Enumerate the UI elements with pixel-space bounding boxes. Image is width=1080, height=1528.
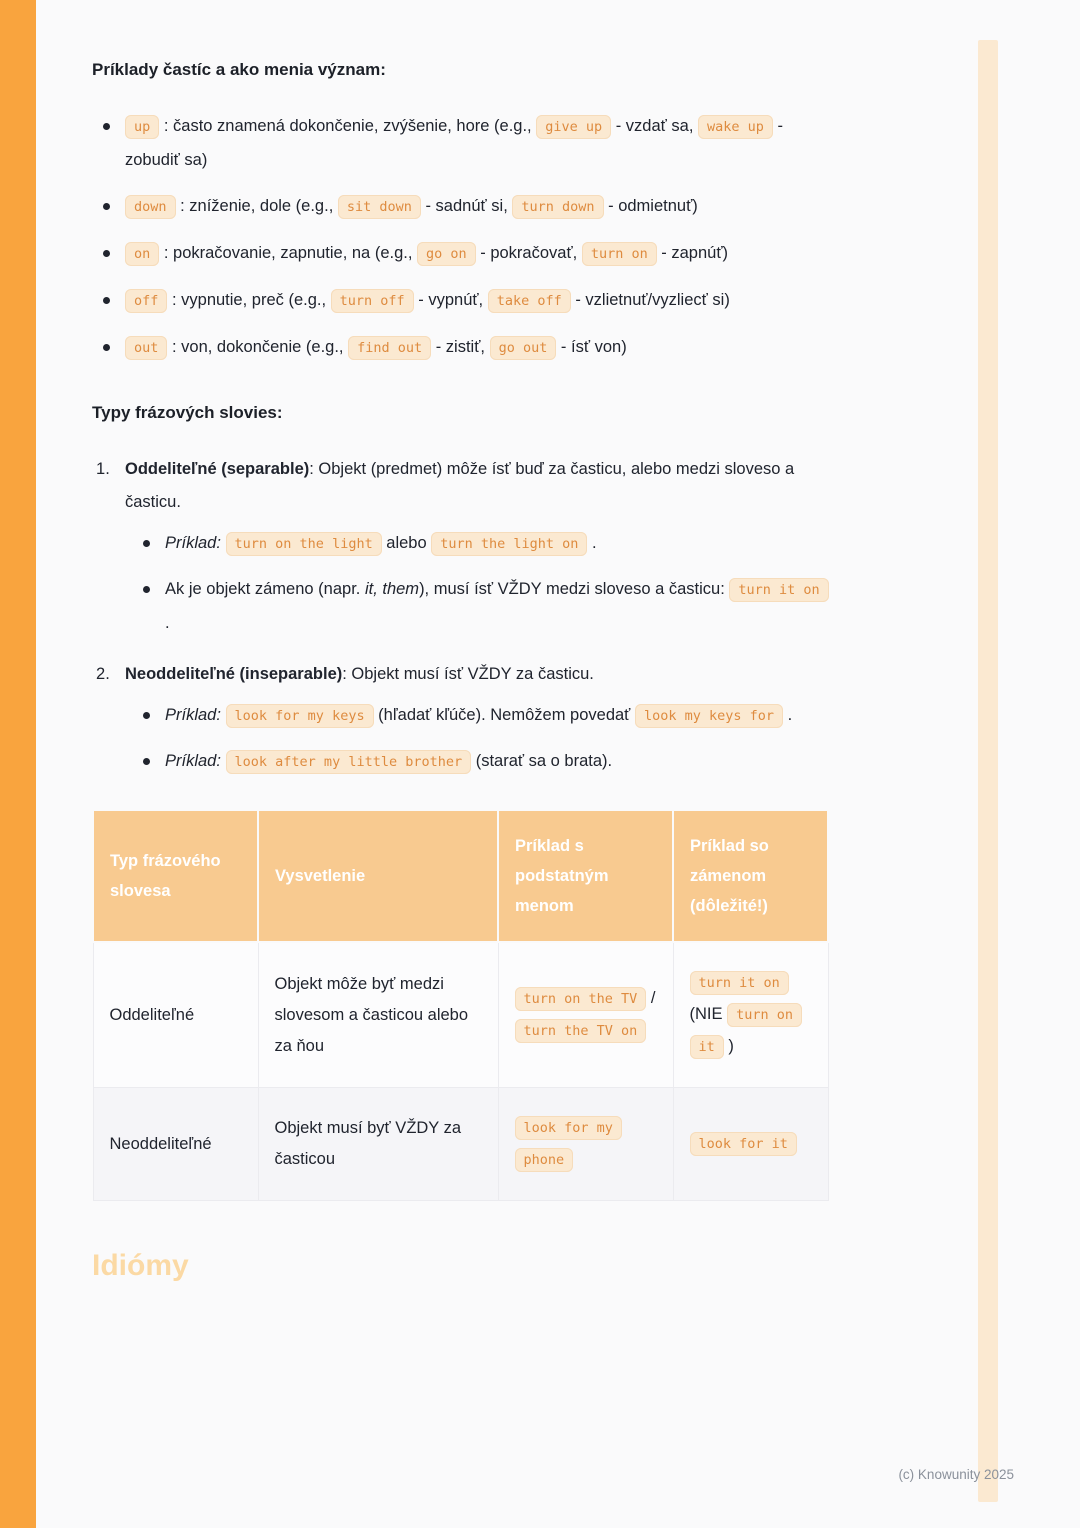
text-segment: ) [723,1037,734,1055]
phrasal-verbs-table [92,809,829,1201]
table-cell-text [110,1006,195,1024]
text-segment: - sadnúť si, [420,197,513,215]
text-segment: - pokračovať, [475,244,582,262]
table-cell-text [515,1118,622,1168]
code-chip: turn down [512,195,603,219]
code-chip: wake up [698,115,773,139]
table-cell-text [690,1134,797,1152]
code-chip: turn on it [690,1003,803,1059]
sub-item-text [165,752,612,770]
code-chip: down [125,195,176,219]
text-segment: . [587,534,597,552]
text-segment: - zobudiť sa) [125,117,784,169]
code-chip: turn it on [690,971,789,995]
text-segment: : von, dokončenie (e.g., [167,338,349,356]
table-cell [258,942,498,1088]
text-segment: Ak je objekt zámeno (napr. [165,580,365,598]
footer-credit: (c) Knowunity 2025 [898,1467,1014,1482]
particles-heading: Príklady častíc a ako menia význam: [92,60,386,79]
text-segment: (hľadať kľúče). Nemôžem povedať [373,706,635,724]
text-segment [221,706,226,724]
text-segment: (starať sa o brata). [471,752,613,770]
code-chip: turn on the TV [515,987,647,1011]
code-chip: go out [490,336,557,360]
table-header-cell: Príklad so zámenom (dôležité!) [673,810,828,942]
code-chip: look for my keys [226,704,374,728]
sub-list [135,699,829,779]
text-segment: - vypnúť, [413,291,488,309]
code-chip: on [125,242,159,266]
types-list [92,453,829,779]
table-cell-text [690,973,803,1055]
bold-segment: Oddeliteľné (separable) [125,460,310,478]
sub-item-text [165,534,597,552]
code-chip: turn on the light [226,532,382,556]
particles-list [92,110,829,365]
text-segment: - odmietnuť) [603,197,698,215]
code-chip: up [125,115,159,139]
left-accent-bar [0,0,36,1528]
code-chip: turn off [331,289,414,313]
list-item [92,237,829,271]
list-item [92,284,829,318]
table-cell-text [275,975,469,1055]
italic-segment: it, them [364,580,420,598]
text-segment: : Objekt (predmet) môže ísť buď za časticu, alebo medzi sloveso a časticu. [125,460,795,511]
text-segment: : často znamená dokončenie, zvýšenie, hore (e.g., [159,117,537,135]
right-accent-bar [978,40,998,1502]
table-cell [498,1088,673,1201]
sub-item-text [165,580,829,632]
table-cell-text [515,989,656,1039]
code-chip: find out [348,336,431,360]
code-chip: out [125,336,167,360]
text-segment: Objekt môže byť medzi slovesom a časticou alebo za ňou [274,974,469,1055]
text-segment: - vzlietnuť/vyzliecť si) [570,291,730,309]
table-cell [498,942,673,1088]
text-segment: - zapnúť) [656,244,729,262]
code-chip: look after my little brother [226,750,472,774]
text-segment: / [646,989,656,1007]
text-segment: : vypnutie, preč (e.g., [167,291,331,309]
ordered-item-text [125,453,829,519]
list-item-text [125,338,627,356]
ordered-item [92,453,829,640]
table-row [93,942,828,1088]
table-cell-text [275,1119,462,1168]
sub-item-text [165,706,792,724]
table-cell-text [110,1135,212,1153]
ordered-item [92,658,829,779]
text-segment [221,752,226,770]
code-chip: turn on [582,242,657,266]
text-segment: . [165,614,170,632]
text-segment: - zistiť, [431,338,490,356]
list-item [92,110,829,177]
table-header-cell: Typ frázového slovesa [93,810,258,942]
types-heading: Typy frázových slovies: [92,403,283,422]
text-segment: Objekt musí byť VŽDY za časticou [274,1119,462,1168]
text-segment: ), musí ísť VŽDY medzi sloveso a časticu: [419,580,730,598]
code-chip: turn the light on [431,532,587,556]
sub-item [135,699,829,733]
table-header-cell: Príklad s podstatným menom [498,810,673,942]
sub-list [135,527,829,640]
italic-segment: Príklad: [165,706,221,724]
sub-item [135,527,829,561]
table-header-row [93,810,828,942]
text-segment: - ísť von) [556,338,627,356]
table-cell [673,1088,828,1201]
ordered-item-text [125,658,829,691]
text-segment: (NIE [689,1005,728,1023]
code-chip: go on [417,242,476,266]
table-cell [258,1088,498,1201]
list-item [92,331,829,365]
text-segment: . [783,706,793,724]
text-segment: alebo [381,534,432,552]
table-cell [93,942,258,1088]
code-chip: take off [488,289,571,313]
italic-segment: Príklad: [165,534,221,552]
idioms-heading: Idiómy [92,1249,189,1282]
list-item [92,190,829,224]
bold-segment: Neoddeliteľné (inseparable) [125,665,343,683]
code-chip: look for it [690,1132,797,1156]
table-row [93,1088,828,1201]
list-item-text [125,244,728,262]
code-chip: look for my phone [515,1116,622,1172]
text-segment: Neoddeliteľné [109,1134,212,1153]
table-cell [93,1088,258,1201]
italic-segment: Príklad: [165,752,221,770]
list-item-text [125,197,698,215]
text-segment: : zníženie, dole (e.g., [175,197,338,215]
code-chip: give up [536,115,611,139]
sub-item [135,573,829,640]
code-chip: sit down [338,195,421,219]
table-header-cell: Vysvetlenie [258,810,498,942]
list-item-text [125,291,730,309]
code-chip: look my keys for [635,704,783,728]
code-chip: turn the TV on [515,1019,647,1043]
code-chip: turn it on [729,578,828,602]
sub-item [135,745,829,779]
table-cell [673,942,828,1088]
text-segment: Oddeliteľné [109,1005,195,1024]
code-chip: off [125,289,167,313]
text-segment: : pokračovanie, zapnutie, na (e.g., [159,244,418,262]
list-item-text [125,117,783,169]
text-segment: - vzdať sa, [611,117,699,135]
text-segment: : Objekt musí ísť VŽDY za časticu. [342,665,594,683]
text-segment [221,534,226,552]
content-area [92,0,829,1285]
